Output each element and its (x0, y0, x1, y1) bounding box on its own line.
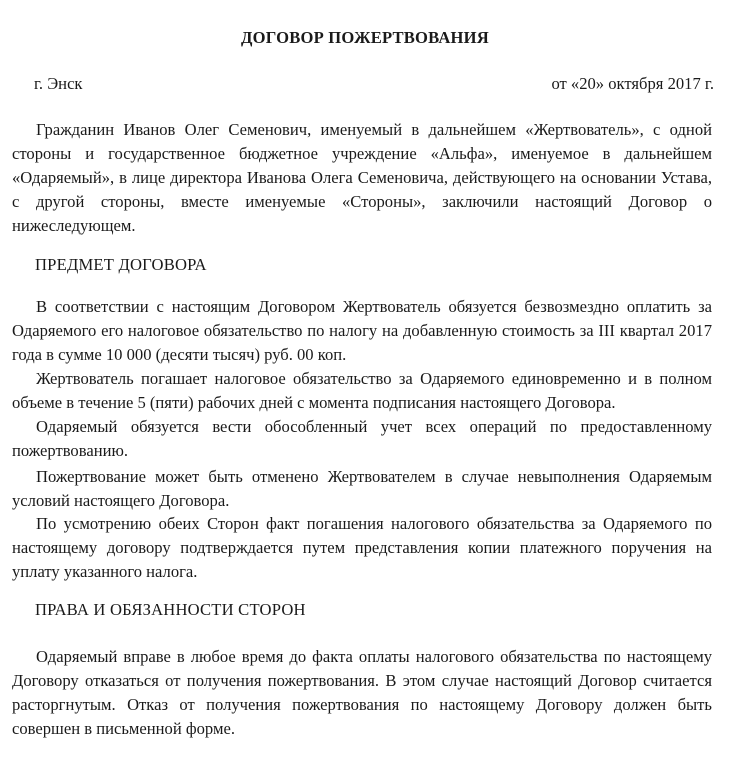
subject-paragraph-2: Жертвователь погашает налоговое обязательство за Одаряемого единовременно и в полном объеме в течение 5 (пяти) рабочих дней с момента подписания настоящего Договора. (12, 369, 712, 412)
subject-paragraph-3: Одаряемый обязуется вести обособленный учет всех операций по предоставленному пожертвованию. (12, 417, 712, 460)
subject-paragraph-1: В соответствии с настоящим Договором Жертвователь обязуется безвозмездно оплатить за Одаряемого его налоговое обязательство по налогу на добавленную стоимость за III квартал 2017 года в сумме 10 000 (десяти тысяч) руб. 00 коп. (12, 297, 712, 364)
section-heading-subject: ПРЕДМЕТ ДОГОВОРА (35, 255, 207, 274)
subject-paragraph-4: Пожертвование может быть отменено Жертвователем в случае невыполнения Одаряемым условий настоящего Договора. (12, 467, 712, 510)
intro-paragraph: Гражданин Иванов Олег Семенович, именуемый в дальнейшем «Жертвователь», с одной стороны и государственное бюджетное учреждение «Альфа», именуемое в дальнейшем «Одаряемый», в лице директора Иванова Олега Семеновича, действующего на основании Устава, с другой стороны, вместе именуемые «Стороны», заключили настоящий Договор о нижеследующем. (12, 120, 712, 235)
rights-paragraph-1: Одаряемый вправе в любое время до факта оплаты налогового обязательства по настоящему Договору отказаться от получения пожертвования. В этом случае настоящий Договор считается расторгнутым. Отказ от получения пожертвования по настоящему Договору должен быть совершен в письменной форме. (12, 647, 712, 738)
document-title: ДОГОВОР ПОЖЕРТВОВАНИЯ (241, 28, 489, 47)
subject-paragraph-5: По усмотрению обеих Сторон факт погашения налогового обязательства за Одаряемого по настоящему договору подтверждается путем представления копии платежного поручения на уплату указанного налога. (12, 514, 712, 581)
section-heading-rights: ПРАВА И ОБЯЗАННОСТИ СТОРОН (35, 600, 306, 619)
document-date: от «20» октября 2017 г. (551, 74, 714, 93)
document-city: г. Энск (34, 74, 83, 93)
